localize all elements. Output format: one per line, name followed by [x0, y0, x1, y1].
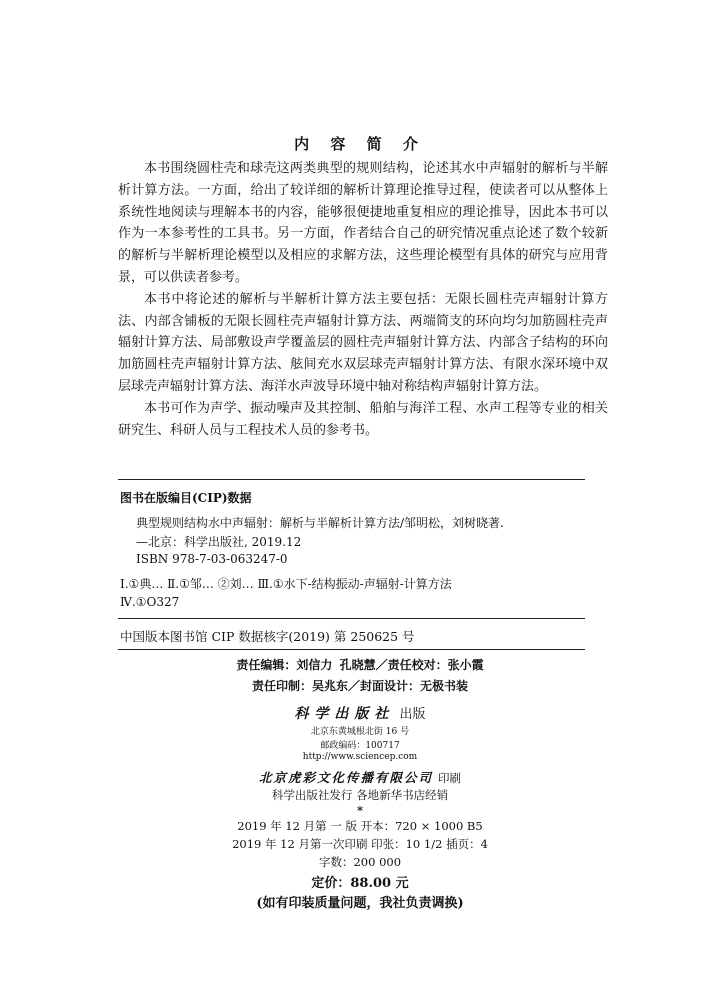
- intro-paragraph-3: 本书可作为声学、振动噪声及其控制、船舶与海洋工程、水声工程等专业的相关研究生、科研人员与工程技术人员的参考书。: [118, 400, 608, 438]
- intro-body: [118, 158, 608, 441]
- quality-notice: (如有印装质量问题，我社负责调换): [256, 896, 464, 911]
- editors-line-2: 责任印制：吴兆东／封面设计：无极书装: [251, 679, 468, 693]
- price: 定价：88.00 元: [311, 876, 409, 891]
- cip-middle-rule: [118, 618, 585, 619]
- cip-publisher-line: —北京：科学出版社, 2019.12: [136, 535, 302, 549]
- cip-isbn-line: ISBN 978-7-03-063247-0: [136, 552, 288, 566]
- cip-title-line: 典型规则结构水中声辐射：解析与半解析计算方法/邹明松，刘树晓著.: [136, 516, 504, 530]
- publisher-name: 科学出版社: [294, 706, 395, 722]
- distribution-line: 科学出版社发行 各地新华书店经销: [271, 788, 449, 802]
- publisher-address: 北京东黄城根北街 16 号: [310, 727, 410, 737]
- printer-line: [0, 767, 720, 786]
- intro-paragraph-2: 本书中将论述的解析与半解析计算方法主要包括：无限长圆柱壳声辐射计算方法、内部含铺板的无限长圆柱壳声辐射计算方法、两端简支的环向均匀加筋圆柱壳声辐射计算方法、局部敷设声学覆盖层的圆柱壳声辐射计算方法、内部含子结构的环向加筋圆柱壳声辐射计算方法、舷间充水双层球壳声辐射计算方法、有限水深环境中双层球壳声辐射计算方法、海洋水声波导环境中轴对称结构声辐射计算方法。: [118, 291, 608, 394]
- cip-classification-2: Ⅳ.①O327: [120, 595, 180, 609]
- separator-star: *: [356, 803, 363, 817]
- edition-line-2: 2019 年 12 月第一次印刷 印张：10 1/2 插页：4: [232, 837, 488, 851]
- intro-title: 内 容 简 介: [294, 135, 426, 153]
- printer-name: 北京虎彩文化传播有限公司: [258, 770, 433, 785]
- publisher-url: http://www.sciencep.com: [302, 752, 418, 762]
- word-count: 字数：200 000: [318, 855, 402, 869]
- edition-line-1: 2019 年 12 月第 一 版 开本：720 × 1000 B5: [237, 819, 483, 833]
- editors-line-1: 责任编辑：刘信力 孔晓慧／责任校对：张小霞: [236, 658, 484, 672]
- intro-paragraph-1: 本书围绕圆柱壳和球壳这两类典型的规则结构，论述其水中声辐射的解析与半解析计算方法。一方面，给出了较详细的解析计算理论推导过程，使读者可以从整体上系统性地阅读与理解本书的内容，能够很便捷地重复相应的理论推导，因此本书可以作为一本参考性的工具书。另一方面，作者结合自己的研究情况重点论述了数个较新的解析与半解析理论模型以及相应的求解方法，这些理论模型有具体的研究与应用背景，可以供读者参考。: [118, 161, 608, 285]
- cip-record-number: 中国版本图书馆 CIP 数据核字(2019) 第 250625 号: [120, 629, 415, 644]
- cip-top-rule: [118, 479, 585, 480]
- publisher-postcode: 邮政编码：100717: [320, 741, 400, 751]
- publisher-suffix: 出版: [399, 707, 426, 722]
- publisher-line: [0, 703, 720, 723]
- printer-suffix: 印刷: [438, 771, 462, 785]
- cip-bottom-rule: [118, 649, 585, 650]
- cip-heading: 图书在版编目(CIP)数据: [120, 491, 252, 505]
- cip-classification-1: Ⅰ.①典… Ⅱ.①邹… ②刘… Ⅲ.①水下-结构振动-声辐射-计算方法: [120, 577, 452, 591]
